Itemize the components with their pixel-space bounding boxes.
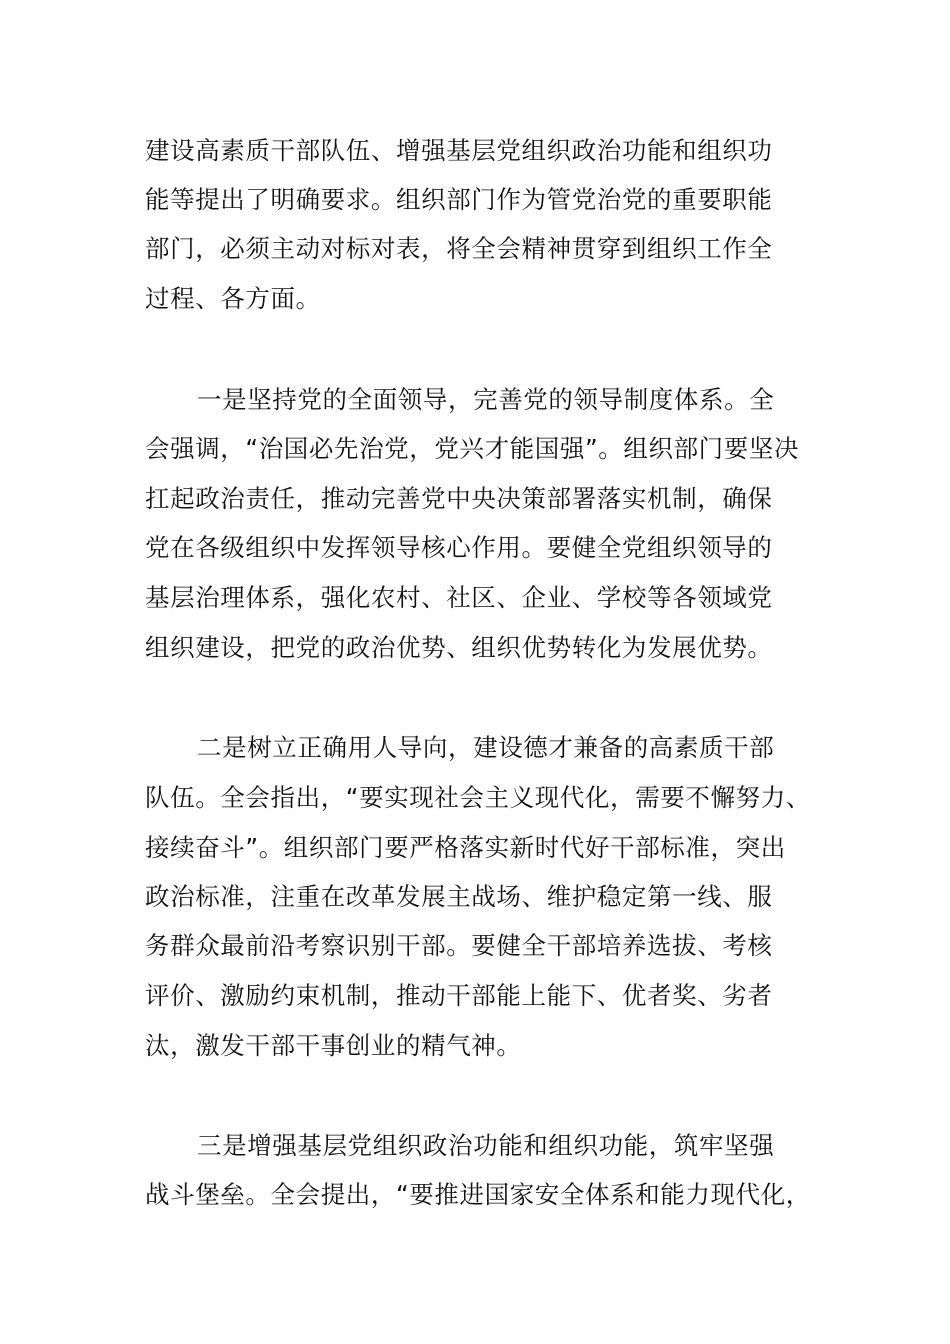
paragraph-line: 一是坚持党的全面领导，完善党的领导制度体系。全 (197, 385, 775, 414)
paragraph-line: 政治标准，注重在改革发展主战场、维护稳定第一线、服 (145, 882, 773, 911)
paragraph-line: 扛起政治责任，推动完善党中央决策部署落实机制，确保 (145, 484, 773, 513)
paragraph-line: 过程、各方面。 (145, 284, 321, 313)
paragraph-line: 党在各级组织中发挥领导核心作用。要健全党组织领导的 (145, 533, 773, 562)
paragraph-line: 评价、激励约束机制，推动干部能上能下、优者奖、劣者 (145, 981, 773, 1010)
paragraph-line: 基层治理体系，强化农村、社区、企业、学校等各领域党 (145, 583, 773, 612)
paragraph-line: 二是树立正确用人导向，建设德才兼备的高素质干部 (197, 733, 775, 762)
paragraph-line: 三是增强基层党组织政治功能和组织功能，筑牢坚强 (197, 1131, 775, 1160)
paragraph-line: 能等提出了明确要求。组织部门作为管党治党的重要职能 (145, 185, 773, 214)
paragraph-line: 战斗堡垒。全会提出，“要推进国家安全体系和能力现代化， (145, 1180, 811, 1209)
paragraph-line: 会强调，“治国必先治党，党兴才能国强”。组织部门要坚决 (145, 434, 800, 463)
paragraph-line: 务群众最前沿考察识别干部。要健全干部培养选拔、考核 (145, 931, 773, 960)
paragraph-line: 部门，必须主动对标对表，将全会精神贯穿到组织工作全 (145, 234, 773, 263)
paragraph-line: 组织建设，把党的政治优势、组织优势转化为发展优势。 (145, 633, 773, 662)
paragraph-line: 汰，激发干部干事创业的精气神。 (145, 1031, 522, 1060)
paragraph-line: 建设高素质干部队伍、增强基层党组织政治功能和组织功 (145, 136, 773, 165)
paragraph-line: 队伍。全会指出，“要实现社会主义现代化，需要不懈努力、 (145, 783, 811, 812)
paragraph-line: 接续奋斗”。组织部门要严格落实新时代好干部标准，突出 (145, 833, 786, 862)
